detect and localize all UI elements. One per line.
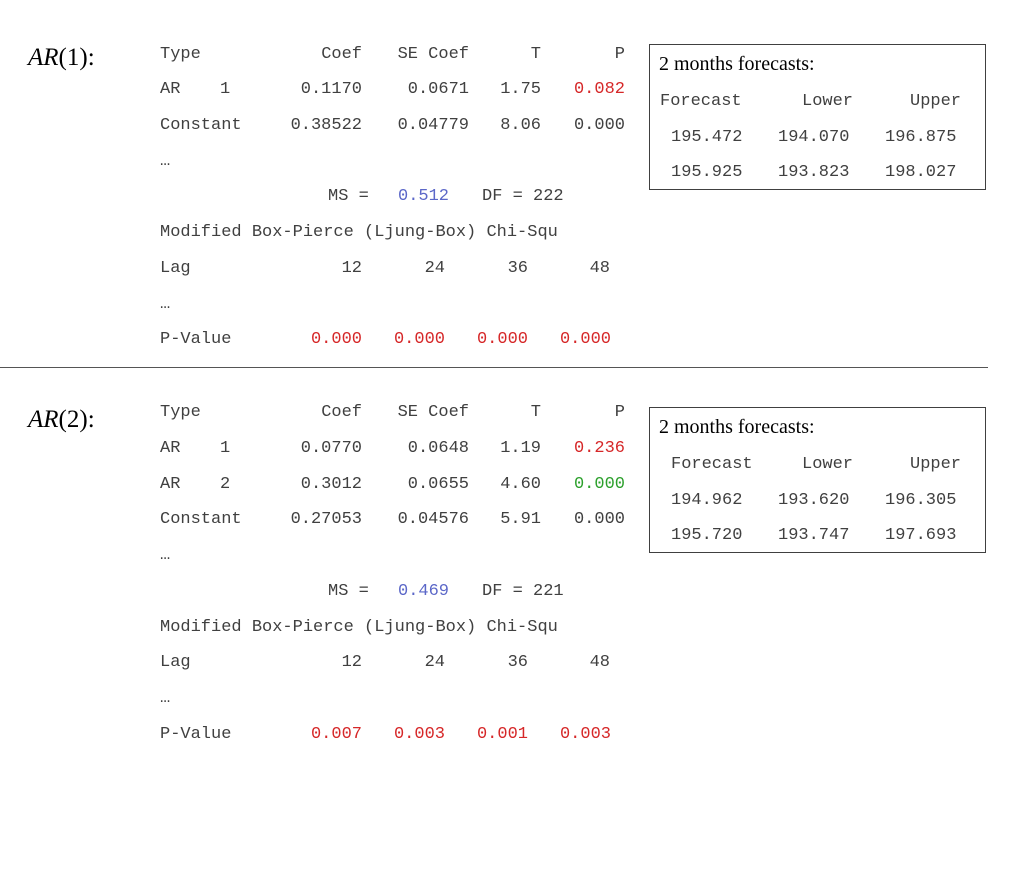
coef-row [160, 114, 640, 138]
forecast-title: 2 months forecasts: [659, 53, 815, 75]
ellipsis: … [160, 152, 171, 171]
p-value: 0.236 [573, 439, 625, 458]
lower-col-header: Lower [802, 455, 854, 474]
lb-pvalue: 0.000 [310, 330, 362, 349]
model-label [28, 406, 95, 434]
model-order: (1): [58, 44, 95, 71]
ms-label: MS = [328, 582, 369, 601]
section-divider [0, 367, 988, 368]
coef-row [160, 508, 640, 532]
t-value: 8.06 [500, 116, 541, 135]
se-coef-value: 0.04576 [397, 510, 469, 529]
col-coef: Coef [321, 45, 362, 64]
forecast-header-row [650, 89, 987, 115]
col-p: P [614, 403, 625, 422]
lag-label: Lag [160, 259, 191, 278]
lb-pvalue: 0.001 [476, 725, 528, 744]
coef-row [160, 78, 640, 102]
term-lag: 1 [220, 80, 231, 99]
coef-value: 0.0770 [300, 439, 362, 458]
lb-pvalue: 0.007 [310, 725, 362, 744]
forecast-value: 194.962 [671, 491, 743, 510]
model-order: (2): [58, 406, 95, 433]
model-name: AR [28, 406, 59, 433]
lower-value: 193.620 [778, 491, 850, 510]
lag-value: 24 [424, 259, 445, 278]
df-label: DF = 222 [482, 187, 564, 206]
se-coef-value: 0.0648 [407, 439, 469, 458]
ellipsis: … [160, 295, 171, 314]
forecast-box [649, 407, 986, 553]
p-value: 0.000 [573, 116, 625, 135]
lag-value: 48 [589, 259, 610, 278]
pvalue-row [160, 723, 640, 747]
se-coef-value: 0.0655 [407, 475, 469, 494]
lb-pvalue: 0.000 [559, 330, 611, 349]
ar1-section [0, 0, 1024, 370]
pvalue-label: P-Value [160, 725, 232, 744]
upper-value: 198.027 [885, 163, 957, 182]
term-lag: 1 [220, 439, 231, 458]
forecast-row [650, 125, 987, 151]
col-p: P [614, 45, 625, 64]
forecast-header-row [650, 452, 987, 478]
lower-value: 193.823 [778, 163, 850, 182]
lower-col-header: Lower [802, 92, 854, 111]
col-se-coef: SE Coef [397, 45, 469, 64]
col-se-coef: SE Coef [397, 403, 469, 422]
coef-header-row [160, 401, 640, 425]
col-t: T [530, 45, 541, 64]
coef-value: 0.1170 [300, 80, 362, 99]
lb-pvalue: 0.003 [559, 725, 611, 744]
upper-value: 196.875 [885, 128, 957, 147]
ms-row [160, 580, 640, 604]
coef-header-row [160, 43, 640, 67]
term-lag: 2 [220, 475, 231, 494]
ms-label: MS = [328, 187, 369, 206]
ar2-section [0, 394, 1024, 764]
term-name: AR [160, 80, 181, 99]
coef-value: 0.38522 [290, 116, 362, 135]
term-name: Constant [160, 510, 242, 529]
lag-row [160, 651, 640, 675]
forecast-value: 195.720 [671, 526, 743, 545]
upper-value: 197.693 [885, 526, 957, 545]
lag-row [160, 257, 640, 281]
p-value: 0.082 [573, 80, 625, 99]
lower-value: 193.747 [778, 526, 850, 545]
ms-value: 0.469 [398, 582, 450, 601]
boxpierce-title: Modified Box-Pierce (Ljung-Box) Chi-Squ [160, 223, 558, 242]
model-name: AR [28, 44, 59, 71]
forecast-row [650, 523, 987, 549]
col-t: T [530, 403, 541, 422]
ms-value: 0.512 [398, 187, 450, 206]
t-value: 1.75 [500, 80, 541, 99]
forecast-col-header: Forecast [660, 92, 742, 111]
coef-row [160, 437, 640, 461]
coef-value: 0.27053 [290, 510, 362, 529]
forecast-value: 195.925 [671, 163, 743, 182]
forecast-box [649, 44, 986, 190]
lag-value: 36 [507, 653, 528, 672]
lag-value: 12 [341, 653, 362, 672]
lag-label: Lag [160, 653, 191, 672]
forecast-row [650, 488, 987, 514]
se-coef-value: 0.0671 [407, 80, 469, 99]
upper-value: 196.305 [885, 491, 957, 510]
lag-value: 24 [424, 653, 445, 672]
t-value: 4.60 [500, 475, 541, 494]
ellipsis: … [160, 689, 171, 708]
boxpierce-title: Modified Box-Pierce (Ljung-Box) Chi-Squ [160, 618, 558, 637]
ms-row [160, 185, 640, 209]
coef-value: 0.3012 [300, 475, 362, 494]
term-name: AR [160, 475, 181, 494]
t-value: 5.91 [500, 510, 541, 529]
lb-pvalue: 0.000 [393, 330, 445, 349]
ellipsis: … [160, 546, 171, 565]
lag-value: 12 [341, 259, 362, 278]
lag-value: 36 [507, 259, 528, 278]
pvalue-label: P-Value [160, 330, 232, 349]
lb-pvalue: 0.003 [393, 725, 445, 744]
forecast-col-header: Forecast [671, 455, 753, 474]
se-coef-value: 0.04779 [397, 116, 469, 135]
upper-col-header: Upper [910, 92, 962, 111]
col-type: Type [160, 403, 201, 422]
forecast-title: 2 months forecasts: [659, 416, 815, 438]
forecast-row [650, 160, 987, 186]
col-coef: Coef [321, 403, 362, 422]
forecast-value: 195.472 [671, 128, 743, 147]
lag-value: 48 [589, 653, 610, 672]
model-label [28, 44, 95, 72]
term-name: AR [160, 439, 181, 458]
lb-pvalue: 0.000 [476, 330, 528, 349]
coef-row [160, 473, 640, 497]
t-value: 1.19 [500, 439, 541, 458]
p-value: 0.000 [573, 510, 625, 529]
col-type: Type [160, 45, 201, 64]
p-value: 0.000 [573, 475, 625, 494]
lower-value: 194.070 [778, 128, 850, 147]
upper-col-header: Upper [910, 455, 962, 474]
df-label: DF = 221 [482, 582, 564, 601]
pvalue-row [160, 328, 640, 352]
term-name: Constant [160, 116, 242, 135]
